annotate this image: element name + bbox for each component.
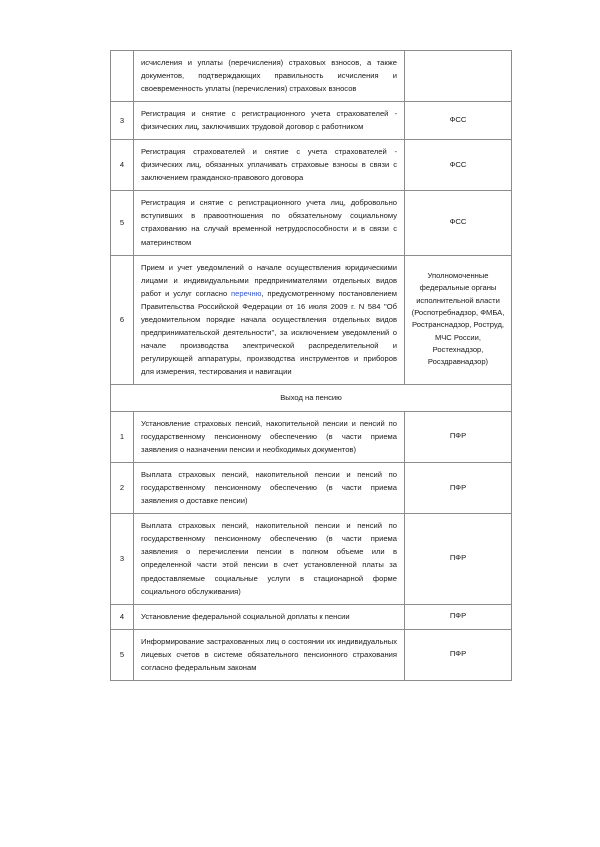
row-number: 5 — [111, 629, 134, 680]
table-row — [111, 463, 512, 514]
table-row — [111, 191, 512, 255]
description-text: Прием и учет уведомлений о начале осуществления юридическими лицами и индивидуальными предпринимателями отдельных видов работ и услуг согласно — [141, 262, 397, 298]
row-number: 2 — [111, 463, 134, 514]
service-description — [134, 514, 405, 604]
service-description — [134, 191, 405, 255]
description-text-continued: , предусмотренному постановлением Правительства Российской Федерации от 16 июля 2009 г. N 584 "Об уведомительном порядке начала осуществления отдельных видов предпринимательской деятельности", за исключением уведомлений о начале производства электрической распределительной и регулирующей аппаратуры, производства инструментов и приборов для измерения, тестирования и навигации — [141, 288, 398, 376]
description-text: Регистрация и снятие с регистрационного учета страхователей - физических лиц, заключивших трудовой договор с работником — [141, 109, 397, 132]
responsible-organization: ПФР — [405, 604, 512, 629]
responsible-organization — [405, 51, 512, 102]
responsible-organization: ПФР — [405, 629, 512, 680]
table-row — [111, 51, 512, 102]
row-number: 1 — [111, 412, 134, 463]
description-text: исчисления и уплаты (перечисления) страховых взносов, а также документов, подтверждающих правильность исчисления и своевременность уплаты (перечисления) страховых взносов — [141, 58, 397, 94]
section-title: Выход на пенсию — [111, 384, 512, 411]
services-table — [110, 50, 512, 681]
row-number: 4 — [111, 140, 134, 191]
responsible-organization: ФСС — [405, 102, 512, 140]
service-description — [134, 140, 405, 191]
table-row — [111, 604, 512, 629]
row-number: 5 — [111, 191, 134, 255]
table-row — [111, 255, 512, 384]
table-row — [111, 140, 512, 191]
responsible-organization: ПФР — [405, 412, 512, 463]
table-row — [111, 629, 512, 680]
service-description — [134, 412, 405, 463]
responsible-organization: ФСС — [405, 191, 512, 255]
table-body — [111, 51, 512, 681]
table-section-row — [111, 384, 512, 411]
responsible-organization: ФСС — [405, 140, 512, 191]
service-description — [134, 102, 405, 140]
table-row — [111, 514, 512, 604]
description-text: Установление федеральной социальной доплаты к пенсии — [141, 611, 350, 621]
responsible-organization: ПФР — [405, 514, 512, 604]
reference-link[interactable]: перечню — [231, 288, 262, 298]
description-text: Установление страховых пенсий, накопительной пенсии и пенсий по государственному пенсионному обеспечению (в части приема заявления о назначении пенсии и необходимых документов) — [141, 419, 397, 455]
row-number: 6 — [111, 255, 134, 384]
service-description — [134, 604, 405, 629]
description-text: Выплата страховых пенсий, накопительной пенсии и пенсий по государственному пенсионному обеспечению (в части приема заявления о перечислении пенсии в полном объеме или в определенной части этой пенсии в счет установленной платы за предоставляемые социальные услуги в стационарной форме социального обслуживания) — [141, 521, 397, 596]
service-description — [134, 51, 405, 102]
table-row — [111, 412, 512, 463]
service-description — [134, 255, 405, 384]
description-text: Регистрация и снятие с регистрационного учета лиц, добровольно вступивших в правоотношения по обязательному социальному страхованию на случай временной нетрудоспособности и в связи с материнством — [141, 198, 397, 247]
service-description — [134, 629, 405, 680]
row-number — [111, 51, 134, 102]
row-number: 3 — [111, 102, 134, 140]
description-text: Выплата страховых пенсий, накопительной пенсии и пенсий по государственному пенсионному обеспечению (в части приема заявления о доставке пенсии) — [141, 470, 397, 506]
service-description — [134, 463, 405, 514]
description-text: Информирование застрахованных лиц о состоянии их индивидуальных лицевых счетов в системе обязательного пенсионного страхования согласно федеральным законам — [141, 636, 397, 672]
row-number: 4 — [111, 604, 134, 629]
responsible-organization: ПФР — [405, 463, 512, 514]
responsible-organization: Уполномоченные федеральные органы исполнительной власти (Роспотребнадзор, ФМБА, Ространснадзор, Роструд, МЧС России, Ростехнадзор, Росздравнадзор) — [405, 255, 512, 384]
description-text: Регистрация страхователей и снятие с учета страхователей - физических лиц, обязанных уплачивать страховые взносы в связи с заключением гражданско-правового договора — [141, 147, 397, 183]
table-row — [111, 102, 512, 140]
row-number: 3 — [111, 514, 134, 604]
